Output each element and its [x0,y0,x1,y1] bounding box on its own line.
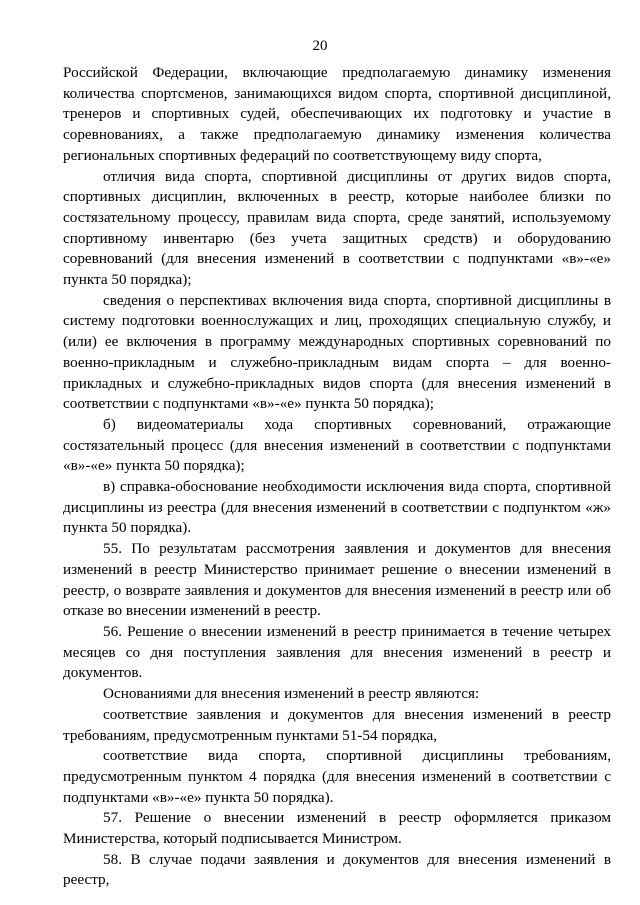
paragraph-55: 55. По результатам рассмотрения заявления и документов для внесения изменений в реестр Министерство принимает решение о внесении изменений в реестр, о возврате заявления и документов для внесения изменений в реестр или об отказе во внесении изменений в реестр. [63,540,611,620]
paragraph-ground-requirements: соответствие вида спорта, спортивной дисциплины требованиям, предусмотренным пунктом 4 порядка (для внесения изменений в соответствии с подпунктами «в»-«е» пункта 50 порядка). [63,747,611,806]
paragraph-grounds: Основаниями для внесения изменений в реестр являются: [103,685,480,703]
paragraph-item-v: в) справка-обоснование необходимости исключения вида спорта, спортивной дисциплины из реестра (для внесения изменений в соответствии с подпунктом «ж» пункта 50 порядка). [63,478,611,537]
paragraph-differences: отличия вида спорта, спортивной дисциплины от других видов спорта, спортивных дисциплин, включенных в реестр, которые наиболее близки по состязательному процессу, правилам вида спорта, среде занятий, используемому спортивному инвентарю (без учета защитных средств) и оборудованию соревнований (для внесения изменений в соответствии с подпунктами «в»-«е» пункта 50 порядка); [63,167,611,289]
paragraph-item-b: б) видеоматериалы хода спортивных соревнований, отражающие состязательный процесс (для внесения изменений в соответствии с подпунктами «в»-«е» пункта 50 порядка); [63,415,611,475]
paragraph-military-info: сведения о перспективах включения вида спорта, спортивной дисциплины в систему подготовки военнослужащих и лиц, проходящих специальную службу, и (или) ее включения в программу международных спортивных соревнований по военно-прикладным и служебно-прикладным видам спорта – для военно-прикладных и служебно-прикладных видов спорта (для внесения изменений в соответствии с подпунктами «в»-«е» пункта 50 порядка); [63,291,611,413]
document-body [63,63,611,891]
paragraph-56: 56. Решение о внесении изменений в реестр принимается в течение четырех месяцев со дня поступления заявления для внесения изменений в реестр и документов. [63,622,611,682]
paragraph-continuation: Российской Федерации, включающие предполагаемую динамику изменения количества спортсменов, занимающихся видом спорта, спортивной дисциплиной, тренеров и спортивных судей, обеспечивающих их подготовку и участие в соревнованиях, а также предполагаемую динамику изменения количества региональных спортивных федераций по соответствующему виду спорта, [63,64,611,164]
paragraph-57: 57. Решение о внесении изменений в реестр оформляется приказом Министерства, который подписывается Министром. [63,809,611,848]
paragraph-58: 58. В случае подачи заявления и документов для внесения изменений в реестр, [63,850,611,889]
page-number: 20 [312,38,328,54]
paragraph-ground-documents: соответствие заявления и документов для внесения изменений в реестр требованиям, предусмотренным пунктами 51-54 порядка, [63,705,611,744]
